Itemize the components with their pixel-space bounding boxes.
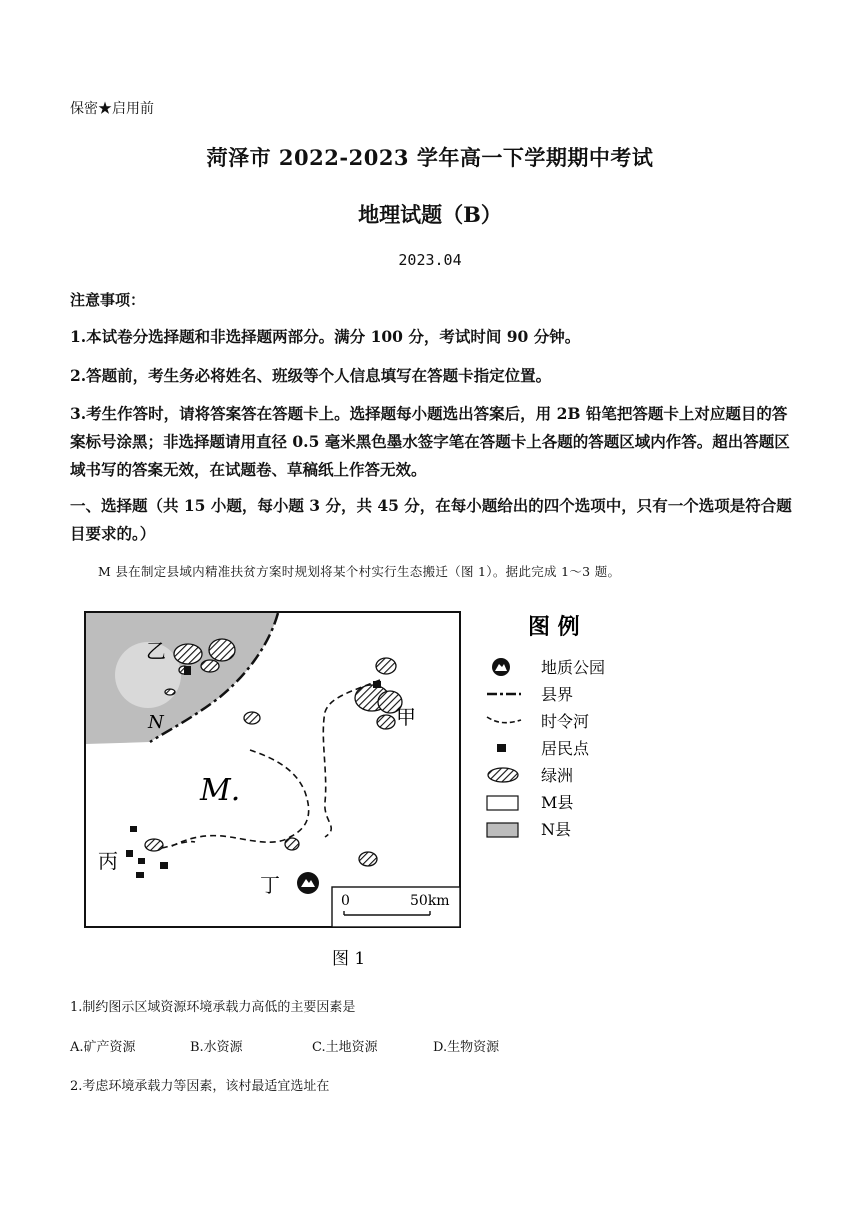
label-n-handwritten: N	[148, 712, 164, 733]
label-m-handwritten: M.	[200, 773, 241, 808]
legend-oasis-symbol	[488, 768, 518, 782]
legend-title: 图 例	[528, 614, 580, 640]
question-1-option-c[interactable]: C.土地资源	[312, 1040, 378, 1055]
legend-m-county-symbol	[487, 796, 518, 810]
confidential-mark: 保密★启用前	[70, 101, 154, 117]
label-jia: 甲	[396, 705, 416, 729]
legend-settlement-symbol	[497, 744, 506, 752]
exam-subtitle: 地理试题（B）	[358, 202, 502, 227]
notice-heading: 注意事项：	[70, 291, 146, 309]
legend-river-symbol	[487, 717, 521, 723]
legend-item-7: N县	[541, 820, 572, 839]
legend-item-6: M县	[541, 793, 574, 812]
figure-caption: 图 1	[332, 949, 366, 969]
figure-1-map	[80, 602, 680, 972]
legend-item-4: 居民点	[541, 739, 590, 758]
section-heading: 一、选择题（共 15 小题，每小题 3 分，共 45 分，在每小题给出的四个选项中，只有一个选项是符合题目要求的。）	[70, 496, 792, 543]
label-bing: 丙	[98, 849, 118, 873]
question-2-stem: 2.考虑环境承载力等因素，该村最适宜选址在	[70, 1079, 330, 1094]
notice-item-2: 2.答题前，考生务必将姓名、班级等个人信息填写在答题卡指定位置。	[70, 366, 552, 385]
legend-item-5: 绿洲	[541, 766, 574, 785]
question-intro: M 县在制定县域内精准扶贫方案时规划将某个村实行生态搬迁（图 1）。据此完成 1～3 题。	[98, 564, 621, 579]
scale-distance: 50km	[410, 893, 450, 909]
notice-item-3: 3.考生作答时，请将答案答在答题卡上。选择题每小题选出答案后，用 2B 铅笔把答题卡上对应题目的答案标号涂黑；非选择题请用直径 0.5 毫米黑色墨水签字笔在答题卡上各题的答题区域内作答。超出答题区域书写的答案无效，在试题卷、草稿纸上作答无效。	[70, 404, 790, 479]
label-yi: 乙	[146, 639, 166, 663]
scale-zero: 0	[341, 893, 350, 909]
question-1-stem: 1.制约图示区域资源环境承载力高低的主要因素是	[70, 1000, 356, 1015]
legend-item-1: 地质公园	[541, 658, 606, 677]
question-1-option-b[interactable]: B.水资源	[190, 1040, 243, 1055]
notice-item-1: 1.本试卷分选择题和非选择题两部分。满分 100 分，考试时间 90 分钟。	[70, 327, 581, 346]
exam-date: 2023.04	[398, 251, 462, 269]
question-1-option-d[interactable]: D.生物资源	[433, 1040, 500, 1055]
label-ding: 丁	[260, 873, 280, 897]
legend-item-2: 县界	[541, 685, 574, 704]
question-1-option-a[interactable]: A.矿产资源	[70, 1040, 136, 1055]
exam-title: 菏泽市 2022-2023 学年高一下学期期中考试	[206, 145, 654, 170]
geological-park-icon	[297, 872, 319, 894]
legend-item-3: 时令河	[541, 712, 590, 731]
legend-n-county-symbol	[487, 823, 518, 837]
